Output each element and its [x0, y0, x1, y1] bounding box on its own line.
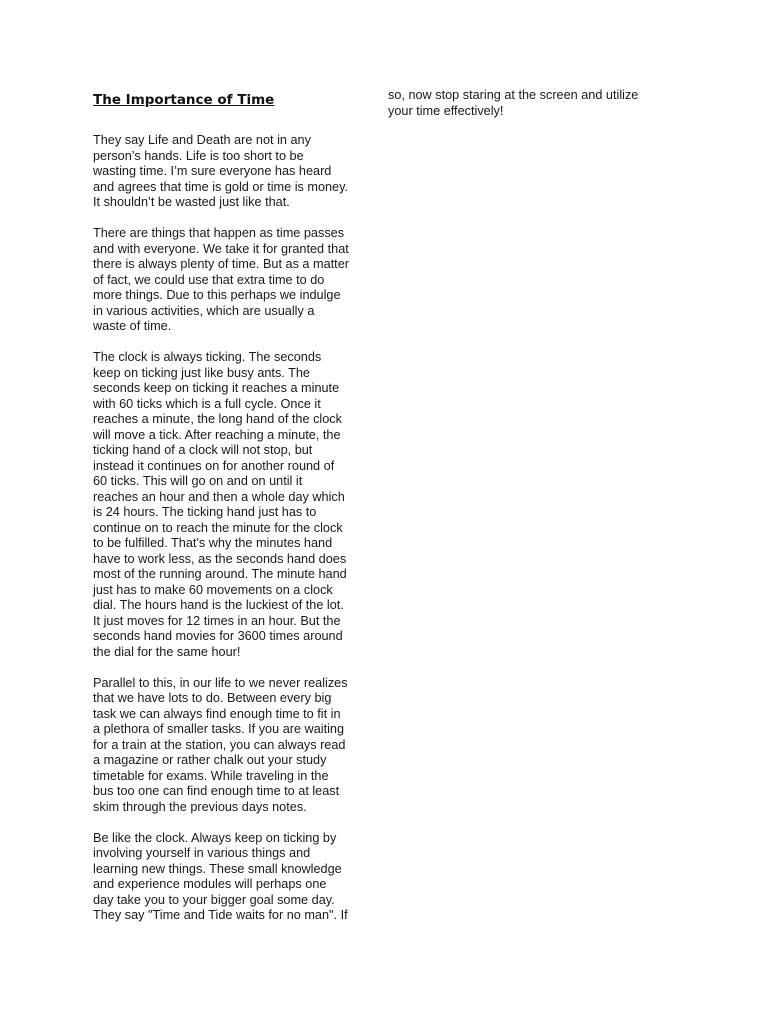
text-line: with 60 ticks which is a full cycle. Once it: [93, 396, 321, 411]
paragraph: [93, 226, 385, 335]
text-line: continue on to reach the minute for the clock: [93, 520, 343, 535]
text-line: 60 ticks. This will go on and on until it: [93, 474, 303, 488]
paragraph: [93, 133, 385, 211]
text-line: reaches a minute, the long hand of the clock: [93, 412, 342, 426]
text-line: There are things that happen as time passes: [93, 226, 345, 240]
text-line: timetable for exams. While traveling in the: [93, 768, 329, 783]
text-line: It just moves for 12 times in an hour. But the: [93, 613, 341, 628]
paragraph: [93, 676, 385, 816]
text-line: ticking hand of a clock will not stop, but: [93, 443, 313, 457]
text-line: Parallel to this, in our life to we never realizes: [93, 675, 348, 690]
text-line: reaches an hour and then a whole day which: [93, 489, 345, 504]
text-line: in various activities, which are usually a: [93, 303, 315, 318]
text-line: and agrees that time is gold or time is money.: [93, 179, 349, 194]
text-line: seconds keep on ticking it reaches a minute: [93, 381, 340, 395]
text-line: bus too one can find enough time to at least: [93, 784, 340, 798]
text-line: person’s hands. Life is too short to be: [93, 148, 304, 163]
text-line: dial. The hours hand is the luckiest of the lot.: [93, 598, 344, 612]
text-line: your time effectively!: [388, 103, 504, 118]
text-line: The clock is always ticking. The seconds: [93, 350, 322, 364]
text-line: skim through the previous days notes.: [93, 799, 307, 814]
text-line: have to work less, as the seconds hand does: [93, 551, 347, 566]
text-line: seconds hand movies for 3600 times around: [93, 629, 343, 643]
left-column: [93, 88, 385, 939]
text-line: of fact, we could use that extra time to do: [93, 272, 325, 287]
text-line: that we have lots to do. Between every big: [93, 691, 332, 705]
text-line: just has to make 60 movements on a clock: [93, 582, 333, 597]
text-line: wasting time. I’m sure everyone has heard: [93, 164, 332, 178]
text-line: task we can always find enough time to fit in: [93, 706, 341, 721]
text-line: for a train at the station, you can always read: [93, 737, 346, 752]
text-line: is 24 hours. The ticking hand just has to: [93, 505, 317, 519]
text-line: They say "Time and Tide waits for no man". If: [93, 908, 348, 922]
text-line: the dial for the same hour!: [93, 644, 241, 659]
right-column: [388, 88, 688, 135]
text-line: It shouldn’t be wasted just like that.: [93, 195, 290, 209]
text-line: and experience modules will perhaps one: [93, 877, 327, 891]
right-column-body: [388, 88, 688, 119]
text-line: Be like the clock. Always keep on ticking by: [93, 830, 337, 845]
text-line: to be fulfilled. That's why the minutes hand: [93, 536, 333, 550]
text-line: a magazine or rather chalk out your study: [93, 753, 327, 767]
text-line: instead it continues on for another round of: [93, 458, 335, 473]
text-line: most of the running around. The minute hand: [93, 567, 347, 581]
text-line: more things. Due to this perhaps we indulge: [93, 288, 341, 302]
text-line: They say Life and Death are not in any: [93, 133, 311, 147]
text-line: there is always plenty of time. But as a matter: [93, 257, 349, 271]
paragraph: [93, 831, 385, 924]
left-column-body: [93, 133, 385, 924]
text-line: will move a tick. After reaching a minute, the: [93, 427, 341, 442]
text-line: waste of time.: [93, 319, 172, 333]
text-line: so, now stop staring at the screen and utilize: [388, 88, 639, 102]
paragraph: [388, 88, 688, 119]
text-line: learning new things. These small knowledge: [93, 861, 342, 876]
document-title: The Importance of Time: [93, 92, 275, 108]
text-line: and with everyone. We take it for granted that: [93, 241, 349, 256]
text-line: keep on ticking just like busy ants. The: [93, 365, 310, 380]
text-line: day take you to your bigger goal some day.: [93, 892, 335, 907]
paragraph: [93, 350, 385, 660]
text-line: a plethora of smaller tasks. If you are waiting: [93, 722, 345, 736]
text-line: involving yourself in various things and: [93, 846, 311, 860]
